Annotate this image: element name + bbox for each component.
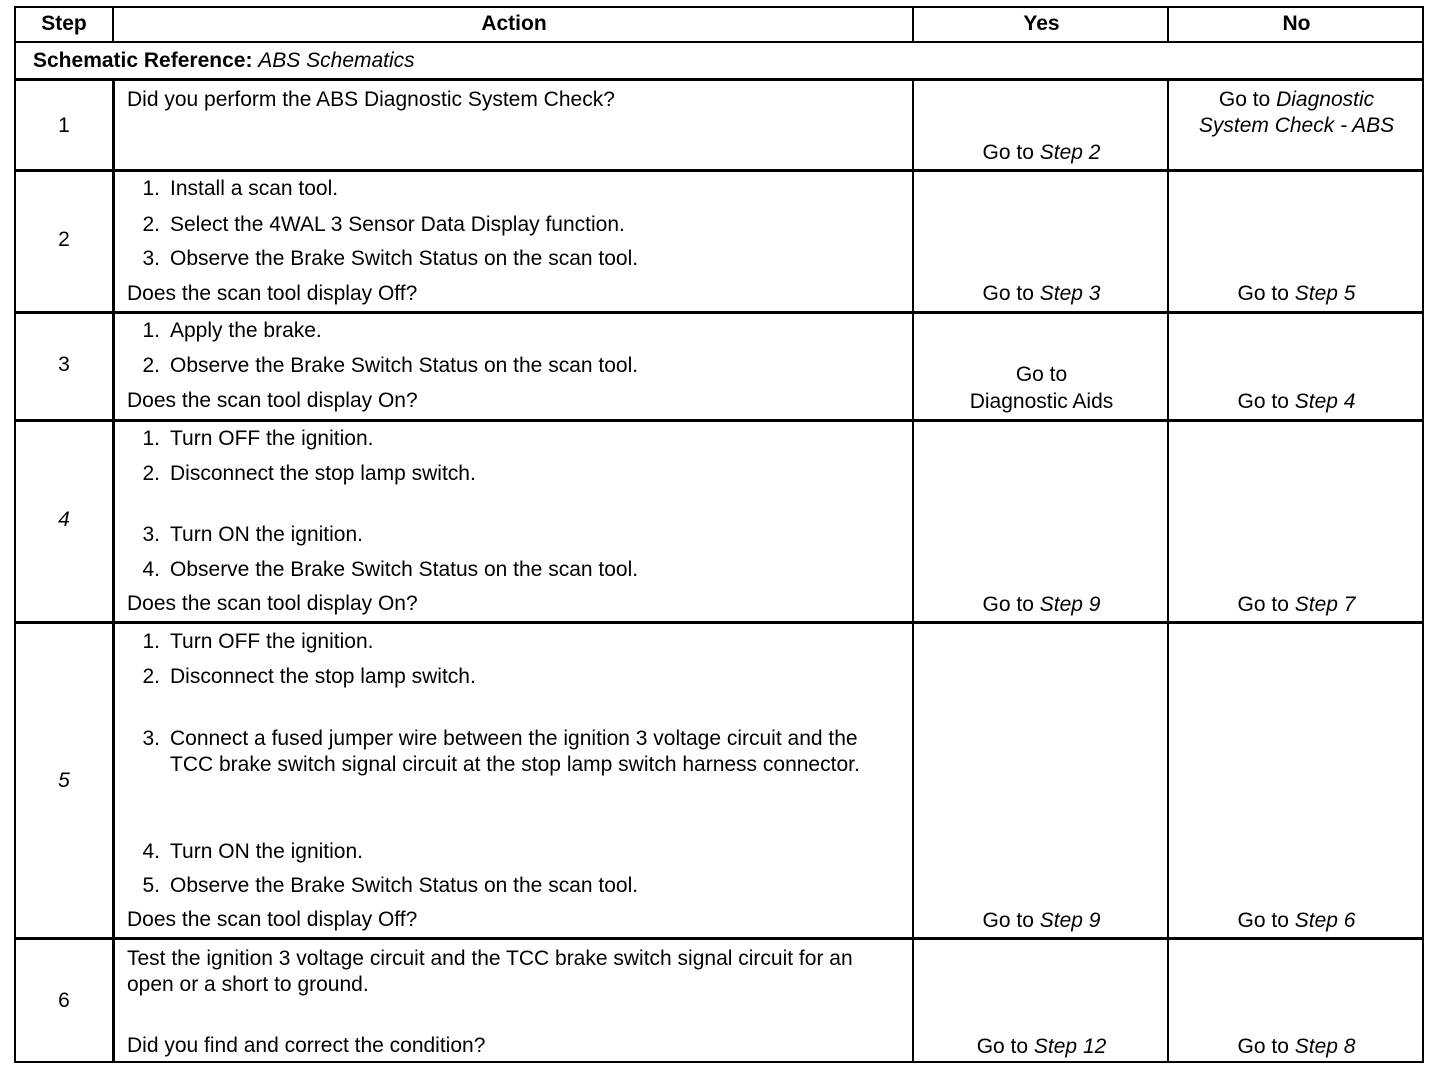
list-item: 1. Turn OFF the ignition. (142, 427, 374, 450)
row-divider (14, 419, 1424, 422)
go-to-link[interactable]: Step 3 (1039, 282, 1101, 305)
row-divider (14, 169, 1424, 172)
list-item: 4. Observe the Brake Switch Status on the scan tool. (142, 558, 639, 581)
table-border-bottom (14, 1061, 1424, 1063)
step-number: 3 (58, 353, 70, 376)
schematic-link[interactable]: ABS Schematics (258, 49, 415, 72)
list-item: 5. Observe the Brake Switch Status on the scan tool. (142, 874, 639, 897)
step-number: 6 (58, 989, 70, 1012)
step-number: 4 (58, 508, 70, 531)
no-cell: Go to Diagnostic (1218, 88, 1375, 111)
no-cell: Go to Step 6 (1237, 909, 1356, 932)
header-action: Action (481, 12, 547, 35)
question-text: Did you find and correct the condition? (127, 1034, 486, 1057)
list-item: 1. Turn OFF the ignition. (142, 630, 374, 653)
table-border-left (14, 6, 16, 1063)
go-to-link[interactable]: Step 7 (1294, 593, 1356, 616)
go-to-link[interactable]: Step 5 (1294, 282, 1356, 305)
go-to-link[interactable]: Step 2 (1039, 141, 1101, 164)
row-divider (14, 311, 1424, 314)
no-cell: Go to Step 5 (1237, 282, 1356, 305)
yes-cell: Go to Step 3 (982, 282, 1101, 305)
yes-cell: Go to Step 12 (976, 1035, 1107, 1058)
list-item: 2. Select the 4WAL 3 Sensor Data Display function. (142, 213, 625, 236)
no-cell: Go to Step 8 (1237, 1035, 1356, 1058)
step-number: 1 (58, 114, 70, 137)
action-text: Did you perform the ABS Diagnostic System Check? (127, 88, 615, 111)
schematic-reference (33, 48, 415, 74)
header-step: Step (41, 12, 87, 35)
list-item: 1. Apply the brake. (142, 319, 322, 342)
step-number: 5 (58, 769, 70, 792)
list-item: 2. Observe the Brake Switch Status on the scan tool. (142, 354, 639, 377)
row-divider (14, 937, 1424, 940)
schematic-divider (14, 78, 1424, 81)
go-to-link[interactable]: Step 6 (1294, 909, 1356, 932)
list-item: 3. Turn ON the ignition. (142, 523, 363, 546)
table-border-top (14, 6, 1424, 8)
question-text: Does the scan tool display Off? (127, 908, 418, 931)
question-text: Does the scan tool display Off? (127, 282, 418, 305)
row-divider (14, 621, 1424, 624)
go-to-link[interactable]: Step 9 (1039, 593, 1101, 616)
yes-cell-line1: Go to (1015, 363, 1068, 386)
go-to-link[interactable]: Diagnostic (1276, 88, 1375, 111)
table-border-right (1422, 6, 1424, 1063)
diagnostic-aids-link[interactable]: Diagnostic Aids (969, 390, 1114, 413)
yes-cell: Go to Step 9 (982, 909, 1101, 932)
go-to-link[interactable]: Step 8 (1294, 1035, 1356, 1058)
go-to-link[interactable]: Step 4 (1294, 390, 1356, 413)
list-item: 2. Disconnect the stop lamp switch. (142, 462, 476, 485)
go-to-link[interactable]: Step 12 (1033, 1035, 1107, 1058)
list-item: 2. Disconnect the stop lamp switch. (142, 665, 476, 688)
list-item: 4. Turn ON the ignition. (142, 840, 363, 863)
go-to-link[interactable]: System Check - ABS (1198, 114, 1395, 137)
diagnostic-table (14, 6, 1424, 1063)
header-yes: Yes (1023, 12, 1060, 35)
action-text: Test the ignition 3 voltage circuit and the TCC brake switch signal circuit for an open or a short to ground. (127, 947, 853, 996)
step-number: 2 (58, 228, 70, 251)
yes-cell: Go to Step 9 (982, 593, 1101, 616)
go-to-link[interactable]: Step 9 (1039, 909, 1101, 932)
question-text: Does the scan tool display On? (127, 389, 418, 412)
list-item: 3. Observe the Brake Switch Status on the scan tool. (142, 247, 639, 270)
yes-cell: Go to Step 2 (982, 141, 1101, 164)
header-divider (14, 41, 1424, 43)
list-item: 1. Install a scan tool. (142, 177, 339, 200)
schematic-label: Schematic Reference: (33, 49, 253, 72)
question-text: Does the scan tool display On? (127, 592, 418, 615)
no-cell: Go to Step 7 (1237, 593, 1356, 616)
header-no: No (1282, 12, 1311, 35)
no-cell: Go to Step 4 (1237, 390, 1356, 413)
list-item: 3. Connect a fused jumper wire between the ignition 3 voltage circuit and the TCC brake switch signal circuit at the stop lamp switch harness connector. (142, 727, 860, 776)
